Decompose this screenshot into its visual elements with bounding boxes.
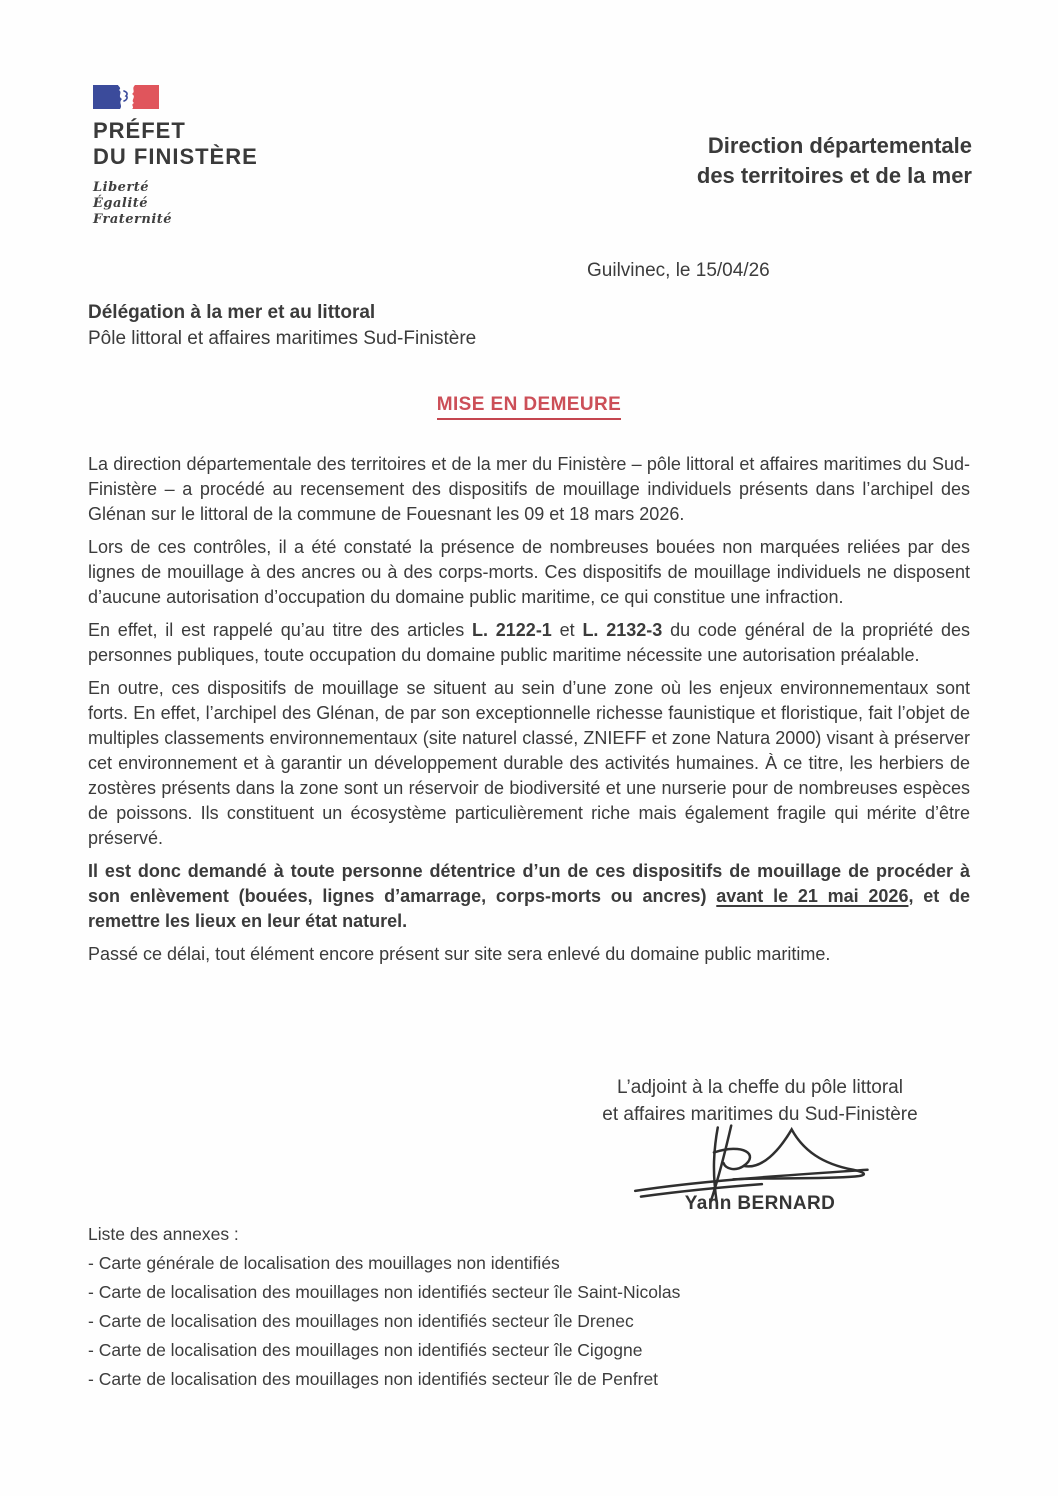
letter-title-wrap [0, 394, 1058, 420]
paragraph-articles-text: En effet, il est rappelé qu’au titre des articles [88, 620, 472, 640]
article-ref-1: L. 2122-1 [471, 620, 552, 640]
letter-body [88, 452, 970, 975]
paragraph-demande [88, 859, 970, 934]
direction-line2: des territoires et de la mer [696, 163, 972, 188]
paragraph-constat: Lors de ces contrôles, il a été constaté la présence de nombreuses bouées non marquées reliées par des lignes de mouillage à des ancres ou à des corps-morts. Ces dispositifs de mouillage individuels ne disposent d’aucune autorisation d’occupation du domaine public maritime, ce qui constitue une infraction. [88, 537, 970, 607]
paragraph-articles-text: du code général de la propriété des personnes publiques, toute occupation du domaine public maritime nécessite une autorisation préalable. [88, 620, 971, 665]
paragraph-articles-text: et [551, 620, 583, 640]
republic-motto [93, 180, 258, 228]
prefect-name-line1: PRÉFET [93, 118, 186, 143]
annex-item: - Carte de localisation des mouillages non identifiés secteur île Drenec [88, 1311, 634, 1331]
annex-item: - Carte de localisation des mouillages non identifiés secteur île Saint-Nicolas [88, 1282, 681, 1302]
sender-block [88, 300, 476, 352]
annexes-heading: Liste des annexes : [88, 1224, 239, 1244]
direction-line1: Direction départementale [707, 133, 972, 158]
sender-delegation: Délégation à la mer et au littoral [88, 302, 376, 323]
paragraph-delai: Passé ce délai, tout élément encore présent sur site sera enlevé du domaine public maritime. [88, 944, 831, 964]
deadline-date: avant le 21 mai 2026 [716, 886, 909, 906]
motto-liberte: Liberté [93, 180, 150, 195]
prefect-name-line2: DU FINISTÈRE [93, 144, 258, 169]
annex-item: - Carte générale de localisation des mouillages non identifiés [88, 1253, 560, 1273]
sender-pole: Pôle littoral et affaires maritimes Sud-Finistère [88, 328, 477, 349]
dateline: Guilvinec, le 15/04/26 [587, 260, 770, 281]
paragraph-articles [88, 618, 970, 668]
direction-heading [697, 131, 972, 191]
paragraph-environnement: En outre, ces dispositifs de mouillage se situent au sein d’une zone où les enjeux environnementaux sont forts. En effet, l’archipel des Glénan, de par son exceptionnelle richesse faunistique et floristique, fait l’objet de multiples classements environnementaux (site naturel classé, ZNIEFF et zone Natura 2000) visant à préserver cet environnement et à garantir un développement durable des activités humaines. À ce titre, les herbiers de zostères présents dans la zone sont un réservoir de biodiversité et une nurserie pour de nombreuses espèces de poissons. Ils constituent un écosystème particulièrement riche mais également fragile qui mérite d’être préservé. [88, 678, 970, 848]
paragraph-recensement: La direction départementale des territoires et de la mer du Finistère – pôle littoral et affaires maritimes du Sud-Finistère – a procédé au recensement des dispositifs de mouillage individuels présents dans l’archipel des Glénan sur le littoral de la commune de Fouesnant les 09 et 18 mars 2026. [88, 454, 970, 524]
motto-fraternite: Fraternité [93, 212, 173, 227]
demand-text: , et de remettre les lieux en leur état naturel. [88, 886, 970, 931]
letter-title: MISE EN DEMEURE [437, 394, 621, 420]
annexes-list [88, 1220, 970, 1394]
signature-block [555, 1074, 965, 1217]
signatory-role-line2: et affaires maritimes du Sud-Finistère [602, 1104, 918, 1125]
signatory-role-line1: L’adjoint à la cheffe du pôle littoral [617, 1077, 903, 1098]
demand-text: Il est donc demandé à toute personne détentrice d’un de ces dispositifs de mouillage de procéder à son enlèvement (bouées, lignes d’amarrage, corps-morts ou ancres) [88, 861, 970, 906]
article-ref-2: L. 2132-3 [582, 620, 663, 640]
annex-item: - Carte de localisation des mouillages non identifiés secteur île de Penfret [88, 1369, 659, 1389]
government-logo [93, 84, 258, 228]
french-flag-icon [93, 84, 161, 112]
signatory-name: Yann BERNARD [684, 1193, 836, 1214]
annex-item: - Carte de localisation des mouillages non identifiés secteur île Cigogne [88, 1340, 643, 1360]
motto-egalite: Égalité [93, 196, 149, 211]
